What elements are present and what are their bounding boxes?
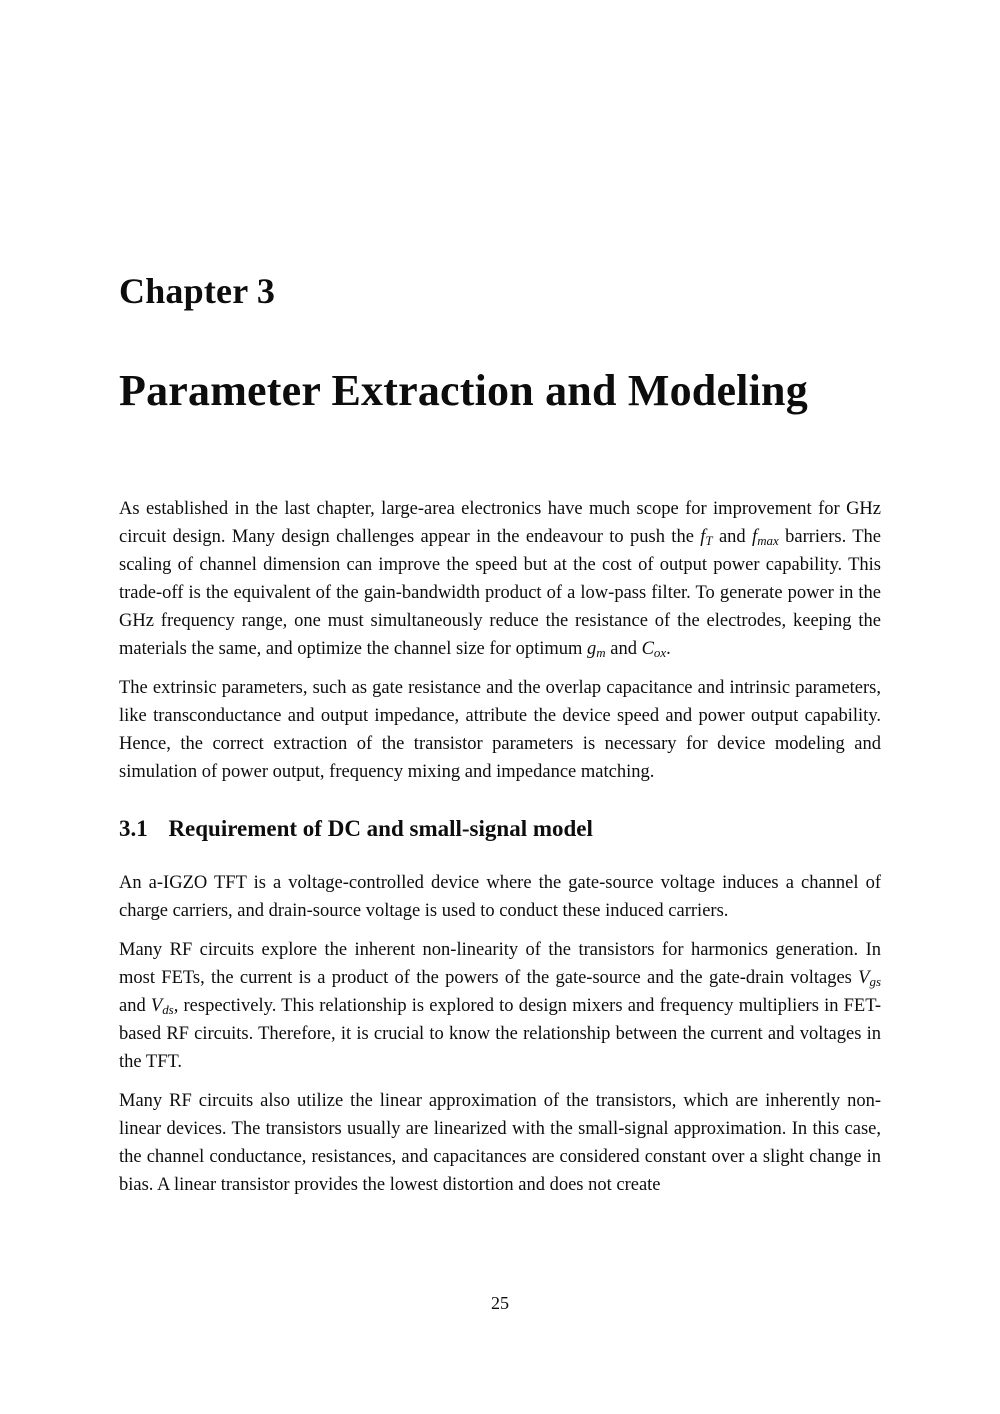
math-symbol: $V_{gs}$ (858, 968, 881, 989)
math-symbol: $V_{ds}$ (150, 996, 174, 1017)
math-symbol: $f_{max}$ (752, 527, 779, 548)
chapter-number: Chapter 3 (119, 271, 276, 311)
paragraph-intro-2: The extrinsic parameters, such as gate resistance and the overlap capacitance and intrinsic parameters, like transconductance and output impedance, attribute the device speed and power output capability. Hence, the correct extraction of the transistor parameters is necessary for device modeling and simulation of power output, frequency mixing and impedance matching. (119, 678, 881, 782)
section-title: Requirement of DC and small-signal model (168, 816, 593, 841)
chapter-title: Parameter Extraction and Modeling (119, 366, 808, 415)
section-heading (119, 814, 881, 844)
math-symbol: $f_T$ (700, 527, 713, 548)
paragraph-section-2: Many RF circuits explore the inherent non-linearity of the transistors for harmonics generation. In most FETs, the current is a product of the powers of the gate-source and the gate-drain voltages $V_{gs}$ and $V_{ds}$, respectively. This relationship is explored to design mixers and frequency multipliers in FET-based RF circuits. Therefore, it is crucial to know the relationship between the current and voltages in the TFT. (119, 940, 881, 1072)
math-symbol: $g_m$ (587, 639, 606, 660)
paragraph-section-1: An a-IGZO TFT is a voltage-controlled device where the gate-source voltage induces a channel of charge carriers, and drain-source voltage is used to conduct these induced carriers. (119, 873, 881, 921)
paragraph-section-3: Many RF circuits also utilize the linear approximation of the transistors, which are inherently non-linear devices. The transistors usually are linearized with the small-signal approximation. In this case, the channel conductance, resistances, and capacitances are considered constant over a slight change in bias. A linear transistor provides the lowest distortion and does not create (119, 1091, 881, 1195)
paragraph-intro-1: As established in the last chapter, large-area electronics have much scope for improvement for GHz circuit design. Many design challenges appear in the endeavour to push the $f_T$ and $f_{max}$ barriers. The scaling of channel dimension can improve the speed but at the cost of output power capability. This trade-off is the equivalent of the gain-bandwidth product of a low-pass filter. To generate power in the GHz frequency range, one must simultaneously reduce the resistance of the electrodes, keeping the materials the same, and optimize the channel size for optimum $g_m$ and $C_{ox}$. (119, 499, 882, 660)
section-number: 3.1 (119, 816, 148, 841)
math-symbol: $C_{ox}$ (641, 639, 667, 660)
page-number: 25 (491, 1293, 509, 1313)
